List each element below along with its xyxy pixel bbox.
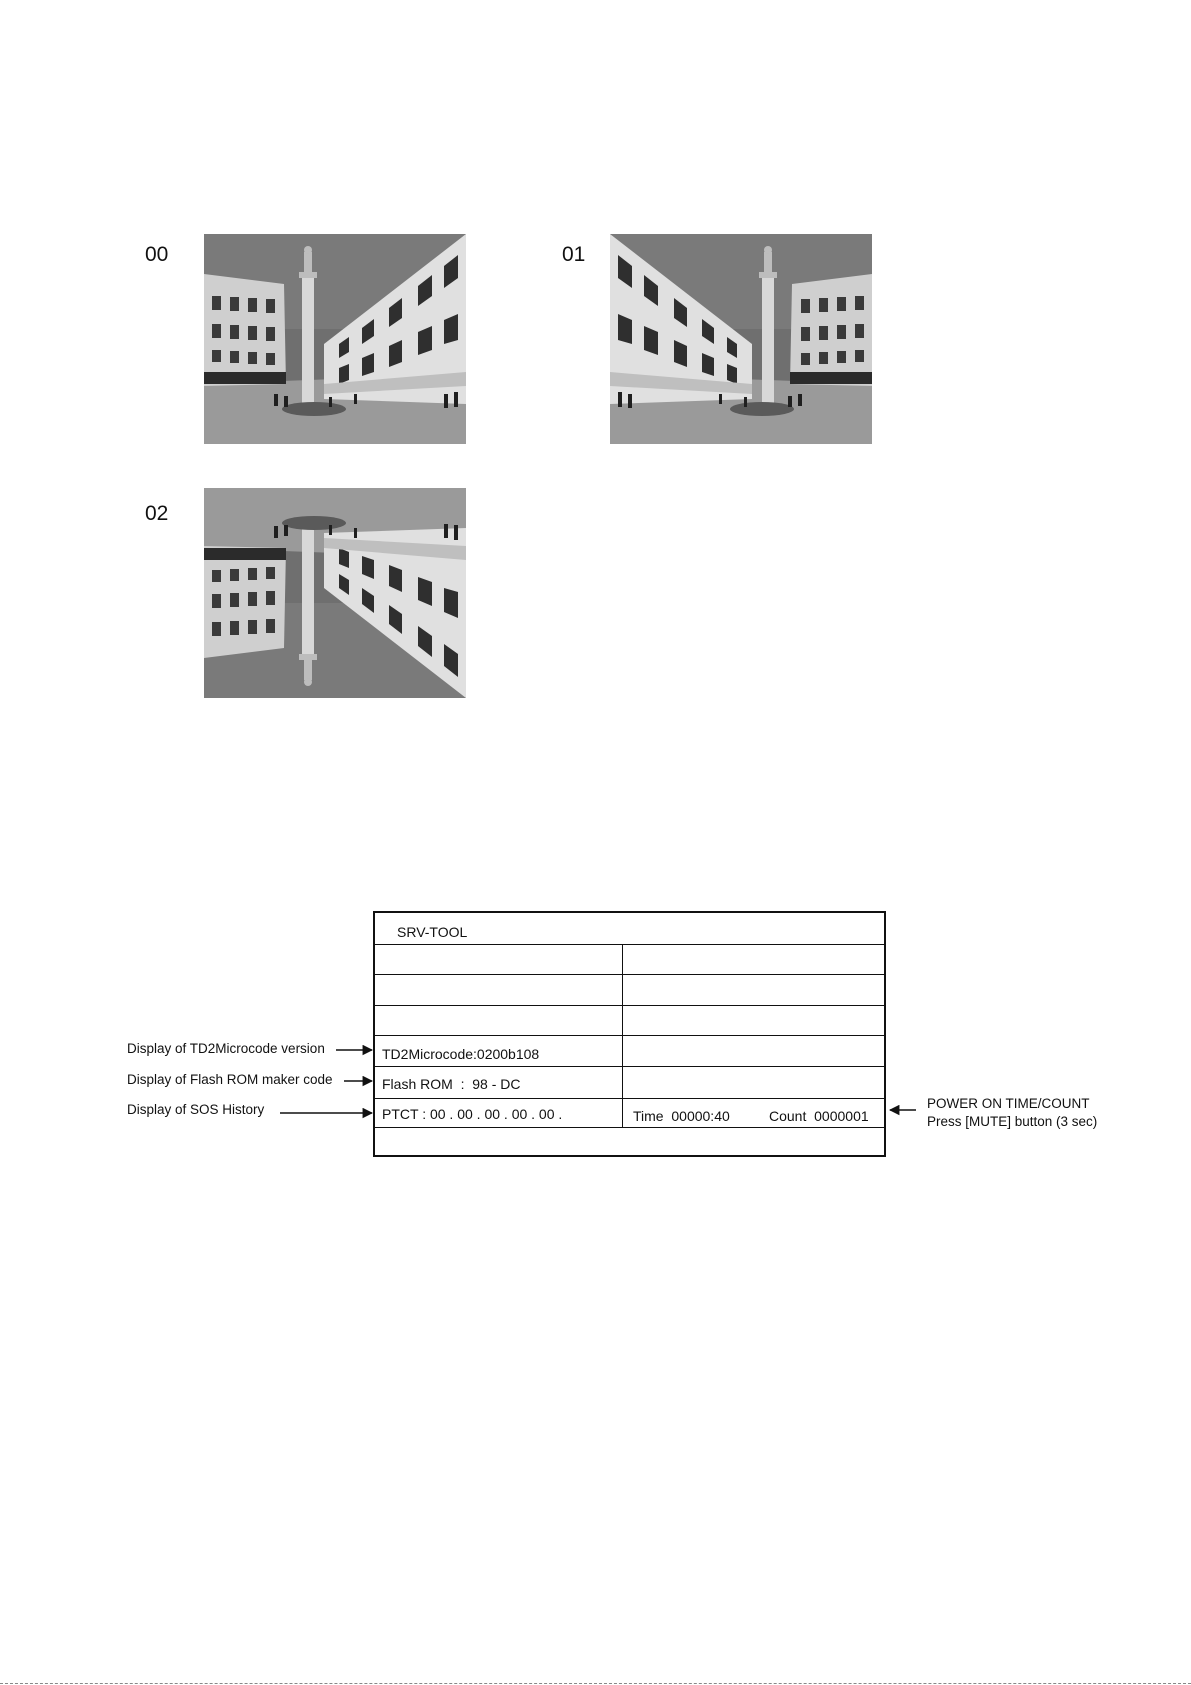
callout-power-on-line1: POWER ON TIME/COUNT: [927, 1096, 1090, 1111]
mode-label-00: 00: [145, 243, 169, 266]
td2-microcode-value: TD2Microcode:0200b108: [382, 1046, 540, 1062]
mode-label-02: 02: [145, 502, 169, 525]
callout-sos-history: Display of SOS History: [127, 1102, 265, 1117]
mode-label-01: 01: [562, 243, 586, 266]
srv-tool-title: SRV-TOOL: [397, 924, 468, 940]
power-on-time: Time 00000:40: [633, 1108, 730, 1124]
callout-td2-microcode: Display of TD2Microcode version: [127, 1041, 325, 1056]
ptct-value: PTCT : 00 . 00 . 00 . 00 . 00 .: [382, 1106, 563, 1122]
flash-rom-value: Flash ROM : 98 - DC: [382, 1076, 521, 1092]
page-bottom-rule: [0, 1683, 1191, 1684]
power-on-count: Count 0000001: [769, 1108, 869, 1124]
callout-power-on-line2: Press [MUTE] button (3 sec): [927, 1114, 1098, 1129]
callout-flash-rom: Display of Flash ROM maker code: [127, 1072, 333, 1087]
